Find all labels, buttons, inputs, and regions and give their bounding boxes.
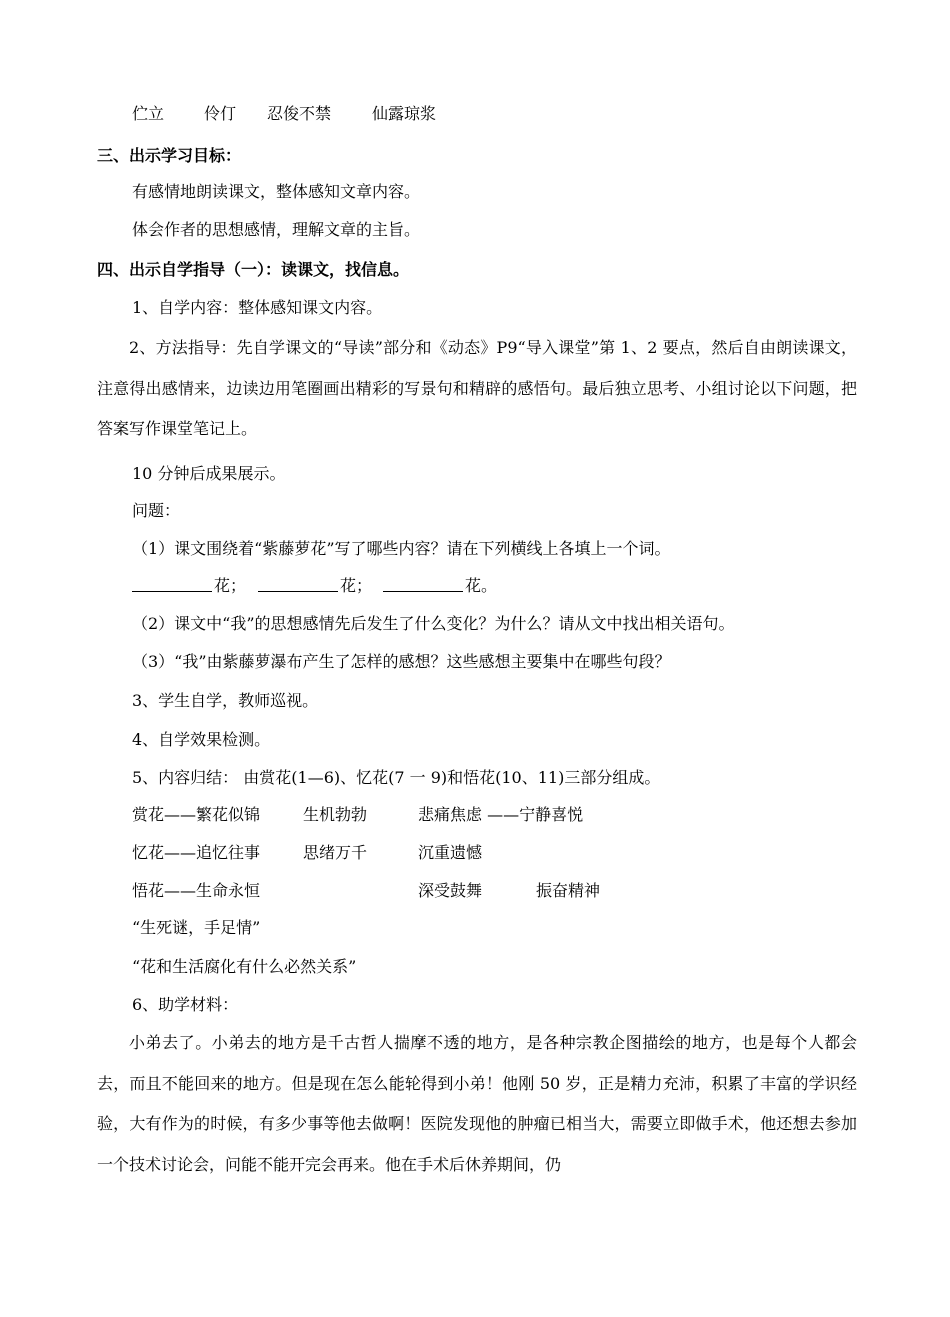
quote-text: “花和生活腐化有什么必然关系” (132, 957, 357, 976)
timing-text: 10 分钟后成果展示。 (132, 464, 286, 483)
question-3: （3）“我”由紫藤萝瀑布产生了怎样的感想？这些感想主要集中在哪些句段？ (132, 652, 671, 671)
vocab-word: 伶仃 (204, 104, 237, 123)
blank-suffix: 花。 (465, 576, 498, 595)
question-1: （1）课文围绕着“紫藤萝花”写了哪些内容？请在下列横线上各填上一个词。 (132, 539, 671, 558)
goal-item: 体会作者的思想感情，理解文章的主旨。 (132, 220, 421, 239)
list-item: 6、助学材料： (132, 995, 239, 1014)
quote-text: “生死谜，手足情” (132, 918, 261, 937)
list-item: 5、内容归结： 由赏花(1—6)、忆花(7 一 9)和悟花(10、11)三部分组成。 (132, 768, 661, 787)
summary-row (0, 842, 950, 864)
vocab-word: 伫立 (132, 104, 165, 123)
blanks-line (0, 575, 950, 597)
summary-cell: 生机勃勃 (303, 805, 368, 824)
section4-heading: 四、出示自学指导（一）：读课文，找信息。 (97, 260, 410, 279)
summary-cell: 悟花——生命永恒 (132, 881, 261, 900)
summary-cell: 深受鼓舞 (418, 881, 483, 900)
question-2: （2）课文中“我”的思想感情先后发生了什么变化？为什么？请从文中找出相关语句。 (132, 614, 735, 633)
section3-heading: 三、出示学习目标： (97, 146, 242, 165)
vocab-line (0, 103, 950, 125)
material-paragraph: 小弟去了。小弟去的地方是千古哲人揣摩不透的地方，是各种宗教企图描绘的地方，也是每个人都会去，而且不能回来的地方。但是现在怎么能轮得到小弟！他刚 50 岁，正是精力充沛，积累了丰富的学识经验，大有作为的时候，有多少事等他去做啊！医院发现他的肿瘤已相当大，需要立即做手术，他还想去参加一个技术讨论会，问能不能开完会再来。他在手术后休养期间，仍 (97, 1033, 857, 1174)
summary-row (0, 804, 950, 826)
summary-cell: 振奋精神 (536, 881, 601, 900)
summary-row (0, 880, 950, 902)
summary-cell: 悲痛焦虑 ——宁静喜悦 (418, 805, 584, 824)
vocab-word: 忍俊不禁 (267, 104, 332, 123)
vocab-word: 仙露琼浆 (372, 104, 437, 123)
blank-suffix: 花； (340, 576, 373, 595)
list-item: 1、自学内容：整体感知课文内容。 (132, 298, 383, 317)
summary-cell: 忆花——追忆往事 (132, 843, 261, 862)
blank-field[interactable] (132, 575, 212, 598)
blank-suffix: 花； (214, 576, 247, 595)
blank-field[interactable] (383, 575, 463, 598)
summary-cell: 沉重遗憾 (418, 843, 483, 862)
summary-cell: 思绪万千 (303, 843, 368, 862)
list-item: 4、自学效果检测。 (132, 730, 271, 749)
method-paragraph: 2、方法指导：先自学课文的“导读”部分和《动态》P9“导入课堂”第 1、2 要点，然后自由朗读课文，注意得出感情来，边读边用笔圈画出精彩的写景句和精辟的感悟句。最后独立思考、小组讨论以下问题，把答案写作课堂笔记上。 (97, 338, 857, 438)
summary-cell: 赏花——繁花似锦 (132, 805, 261, 824)
goal-item: 有感情地朗读课文，整体感知文章内容。 (132, 182, 421, 201)
list-item: 3、学生自学，教师巡视。 (132, 691, 319, 710)
blank-field[interactable] (258, 575, 338, 598)
questions-label: 问题： (132, 501, 181, 520)
